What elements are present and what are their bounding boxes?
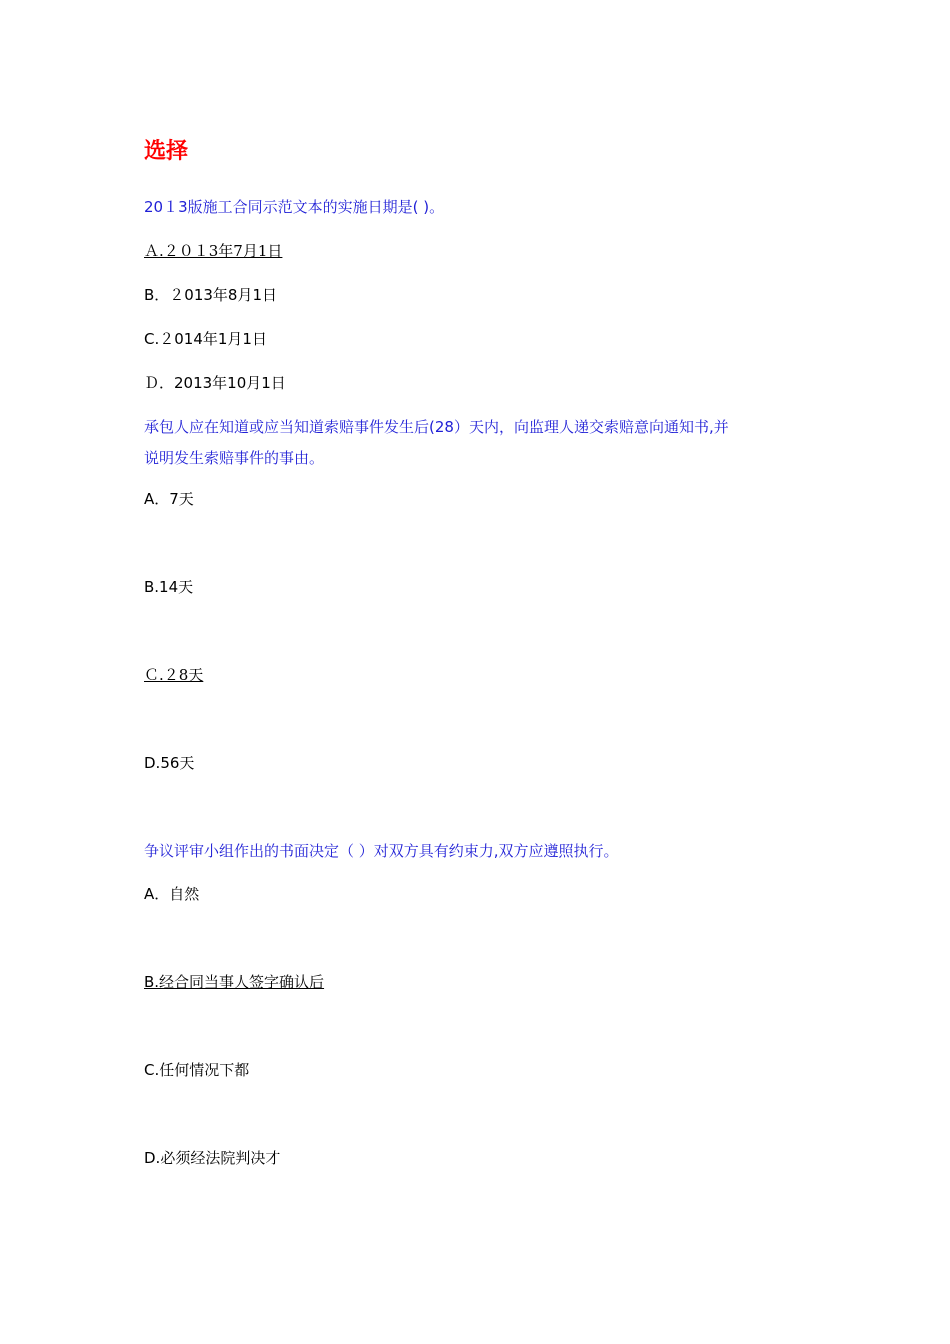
question-1-option-c: C.２014年1月1日: [144, 330, 267, 348]
question-3-option-a: A．自然: [144, 885, 200, 903]
section-title: 选择: [144, 139, 189, 164]
question-1-option-b: B．２013年8月1日: [144, 286, 278, 304]
question-2-option-c: Ｃ.２8天: [144, 666, 204, 684]
question-3-option-d: D.必须经法院判决才: [144, 1149, 281, 1167]
question-1-text: 20１3版施工合同示范文本的实施日期是( )。: [144, 198, 445, 216]
question-2-text-line-2: 说明发生索赔事件的事由。: [144, 449, 325, 467]
question-3-option-b: B.经合同当事人签字确认后: [144, 973, 325, 991]
question-2-option-a: A．7天: [144, 490, 194, 508]
question-2-text-line-1: 承包人应在知道或应当知道索赔事件发生后(28）天内，向监理人递交索赔意向通知书,并: [144, 418, 729, 436]
question-2-option-b: B.14天: [144, 578, 194, 596]
question-3-text: 争议评审小组作出的书面决定（ ）对双方具有约束力,双方应遵照执行。: [144, 842, 619, 860]
question-1-option-d: Ｄ．2013年10月1日: [144, 374, 286, 392]
question-2-option-d: D.56天: [144, 754, 195, 772]
question-3-option-c: C.任何情况下都: [144, 1061, 250, 1079]
question-1-option-a: Ａ.２０１3年7月1日: [144, 242, 283, 260]
